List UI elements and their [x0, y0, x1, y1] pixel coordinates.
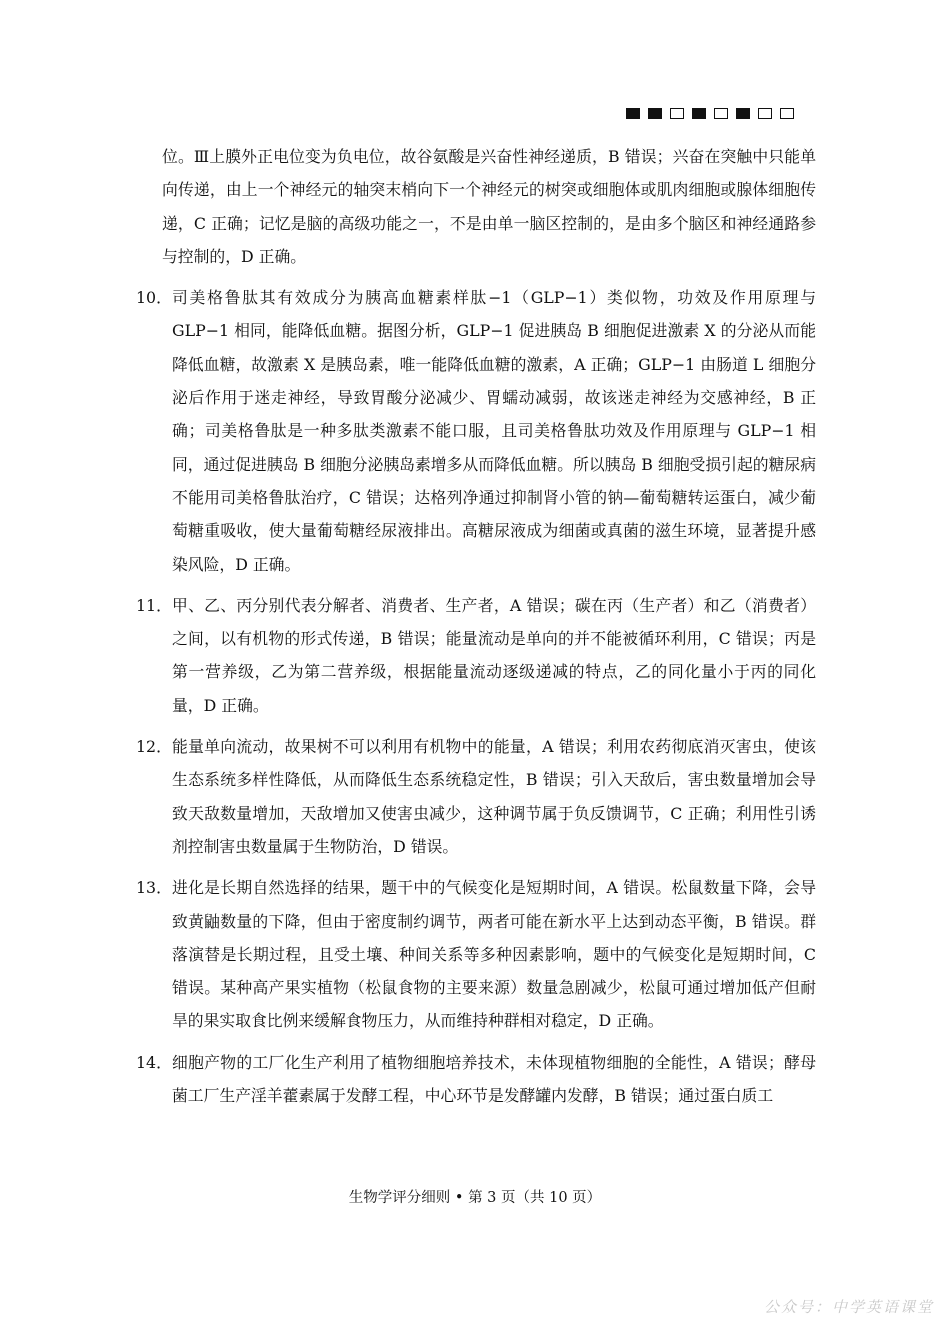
filled-square-mark: [648, 108, 662, 119]
item-text: 进化是长期自然选择的结果，题干中的气候变化是短期时间，A 错误。松鼠数量下降，会导致黄鼬数量的下降，但由于密度制约调节，两者可能在新水平上达到动态平衡，B 错误。群落演替是长期过程，且受土壤、种间关系等多种因素影响，题中的气候变化是短期时间，C 错误。某种高产果实植物（松鼠食物的主要来源）数量急剧减少，松鼠可通过增加低产但耐旱的果实取食比例来缓解食物压力，从而维持种群相对稳定，D 正确。: [172, 878, 816, 1031]
filled-square-mark: [736, 108, 750, 119]
watermark: 公众号：中学英语课堂: [763, 1298, 934, 1316]
empty-square-mark: [670, 108, 684, 119]
list-item: [136, 589, 816, 722]
item-number: 14．: [136, 1052, 172, 1072]
item-number: 11．: [136, 595, 172, 615]
list-item: [136, 281, 816, 581]
item-text: 甲、乙、丙分别代表分解者、消费者、生产者，A 错误；碳在丙（生产者）和乙（消费者）之间，以有机物的形式传递，B 错误；能量流动是单向的并不能被循环利用，C 错误；丙是第一营养级，乙为第二营养级，根据能量流动逐级递减的特点，乙的同化量小于丙的同化量，D 正确。: [172, 595, 816, 715]
empty-square-mark: [758, 108, 772, 119]
list-item: [136, 871, 816, 1037]
document-body: [136, 140, 816, 1112]
item-number: 10．: [136, 288, 172, 308]
page-footer: 生物学评分细则 • 第 3 页（共 10 页）: [348, 1190, 602, 1206]
item-text: 细胞产物的工厂化生产利用了植物细胞培养技术，未体现植物细胞的全能性，A 错误；酵母菌工厂生产淫羊藿素属于发酵工程，中心环节是发酵罐内发酵，B 错误；通过蛋白质工: [172, 1052, 816, 1106]
item-text: 能量单向流动，故果树不可以利用有机物中的能量，A 错误；利用农药彻底消灭害虫，使该生态系统多样性降低，从而降低生态系统稳定性，B 错误；引入天敌后，害虫数量增加会导致天敌数量增加，天敌增加又使害虫减少，这种调节属于负反馈调节，C 正确；利用性引诱剂控制害虫数量属于生物防治，D 错误。: [172, 737, 816, 856]
header-marks: [626, 108, 794, 119]
empty-square-mark: [714, 108, 728, 119]
filled-square-mark: [692, 108, 706, 119]
list-item: [136, 730, 816, 863]
item-number: 12．: [136, 737, 172, 757]
item-number: 13．: [136, 878, 172, 898]
empty-square-mark: [780, 108, 794, 119]
filled-square-mark: [626, 108, 640, 119]
continuation-paragraph: 位。Ⅲ上膜外正电位变为负电位，故谷氨酸是兴奋性神经递质，B 错误；兴奋在突触中只能单向传递，由上一个神经元的轴突末梢向下一个神经元的树突或细胞体或肌肉细胞或腺体细胞传递，C 正确；记忆是脑的高级功能之一，不是由单一脑区控制的，是由多个脑区和神经通路参与控制的，D 正确。: [162, 147, 816, 266]
list-item: [136, 1046, 816, 1113]
item-text: 司美格鲁肽其有效成分为胰高血糖素样肽−1（GLP−1）类似物，功效及作用原理与 GLP−1 相同，能降低血糖。据图分析，GLP−1 促进胰岛 B 细胞促进激素 X 的分泌从而能降低血糖，故激素 X 是胰岛素，唯一能降低血糖的激素，A 正确；GLP−1 由肠道 L 细胞分泌后作用于迷走神经，导致胃酸分泌减少、胃蠕动减弱，故该迷走神经为交感神经，B 正确；司美格鲁肽是一种多肽类激素不能口服，且司美格鲁肽功效及作用原理与 GLP−1 相同，通过促进胰岛 B 细胞分泌胰岛素增多从而降低血糖。所以胰岛 B 细胞受损引起的糖尿病不能用司美格鲁肽治疗，C 错误；达格列净通过抑制肾小管的钠—葡萄糖转运蛋白，减少葡萄糖重吸收，使大量葡萄糖经尿液排出。高糖尿液成为细菌或真菌的滋生环境，显著提升感染风险，D 正确。: [172, 288, 816, 574]
